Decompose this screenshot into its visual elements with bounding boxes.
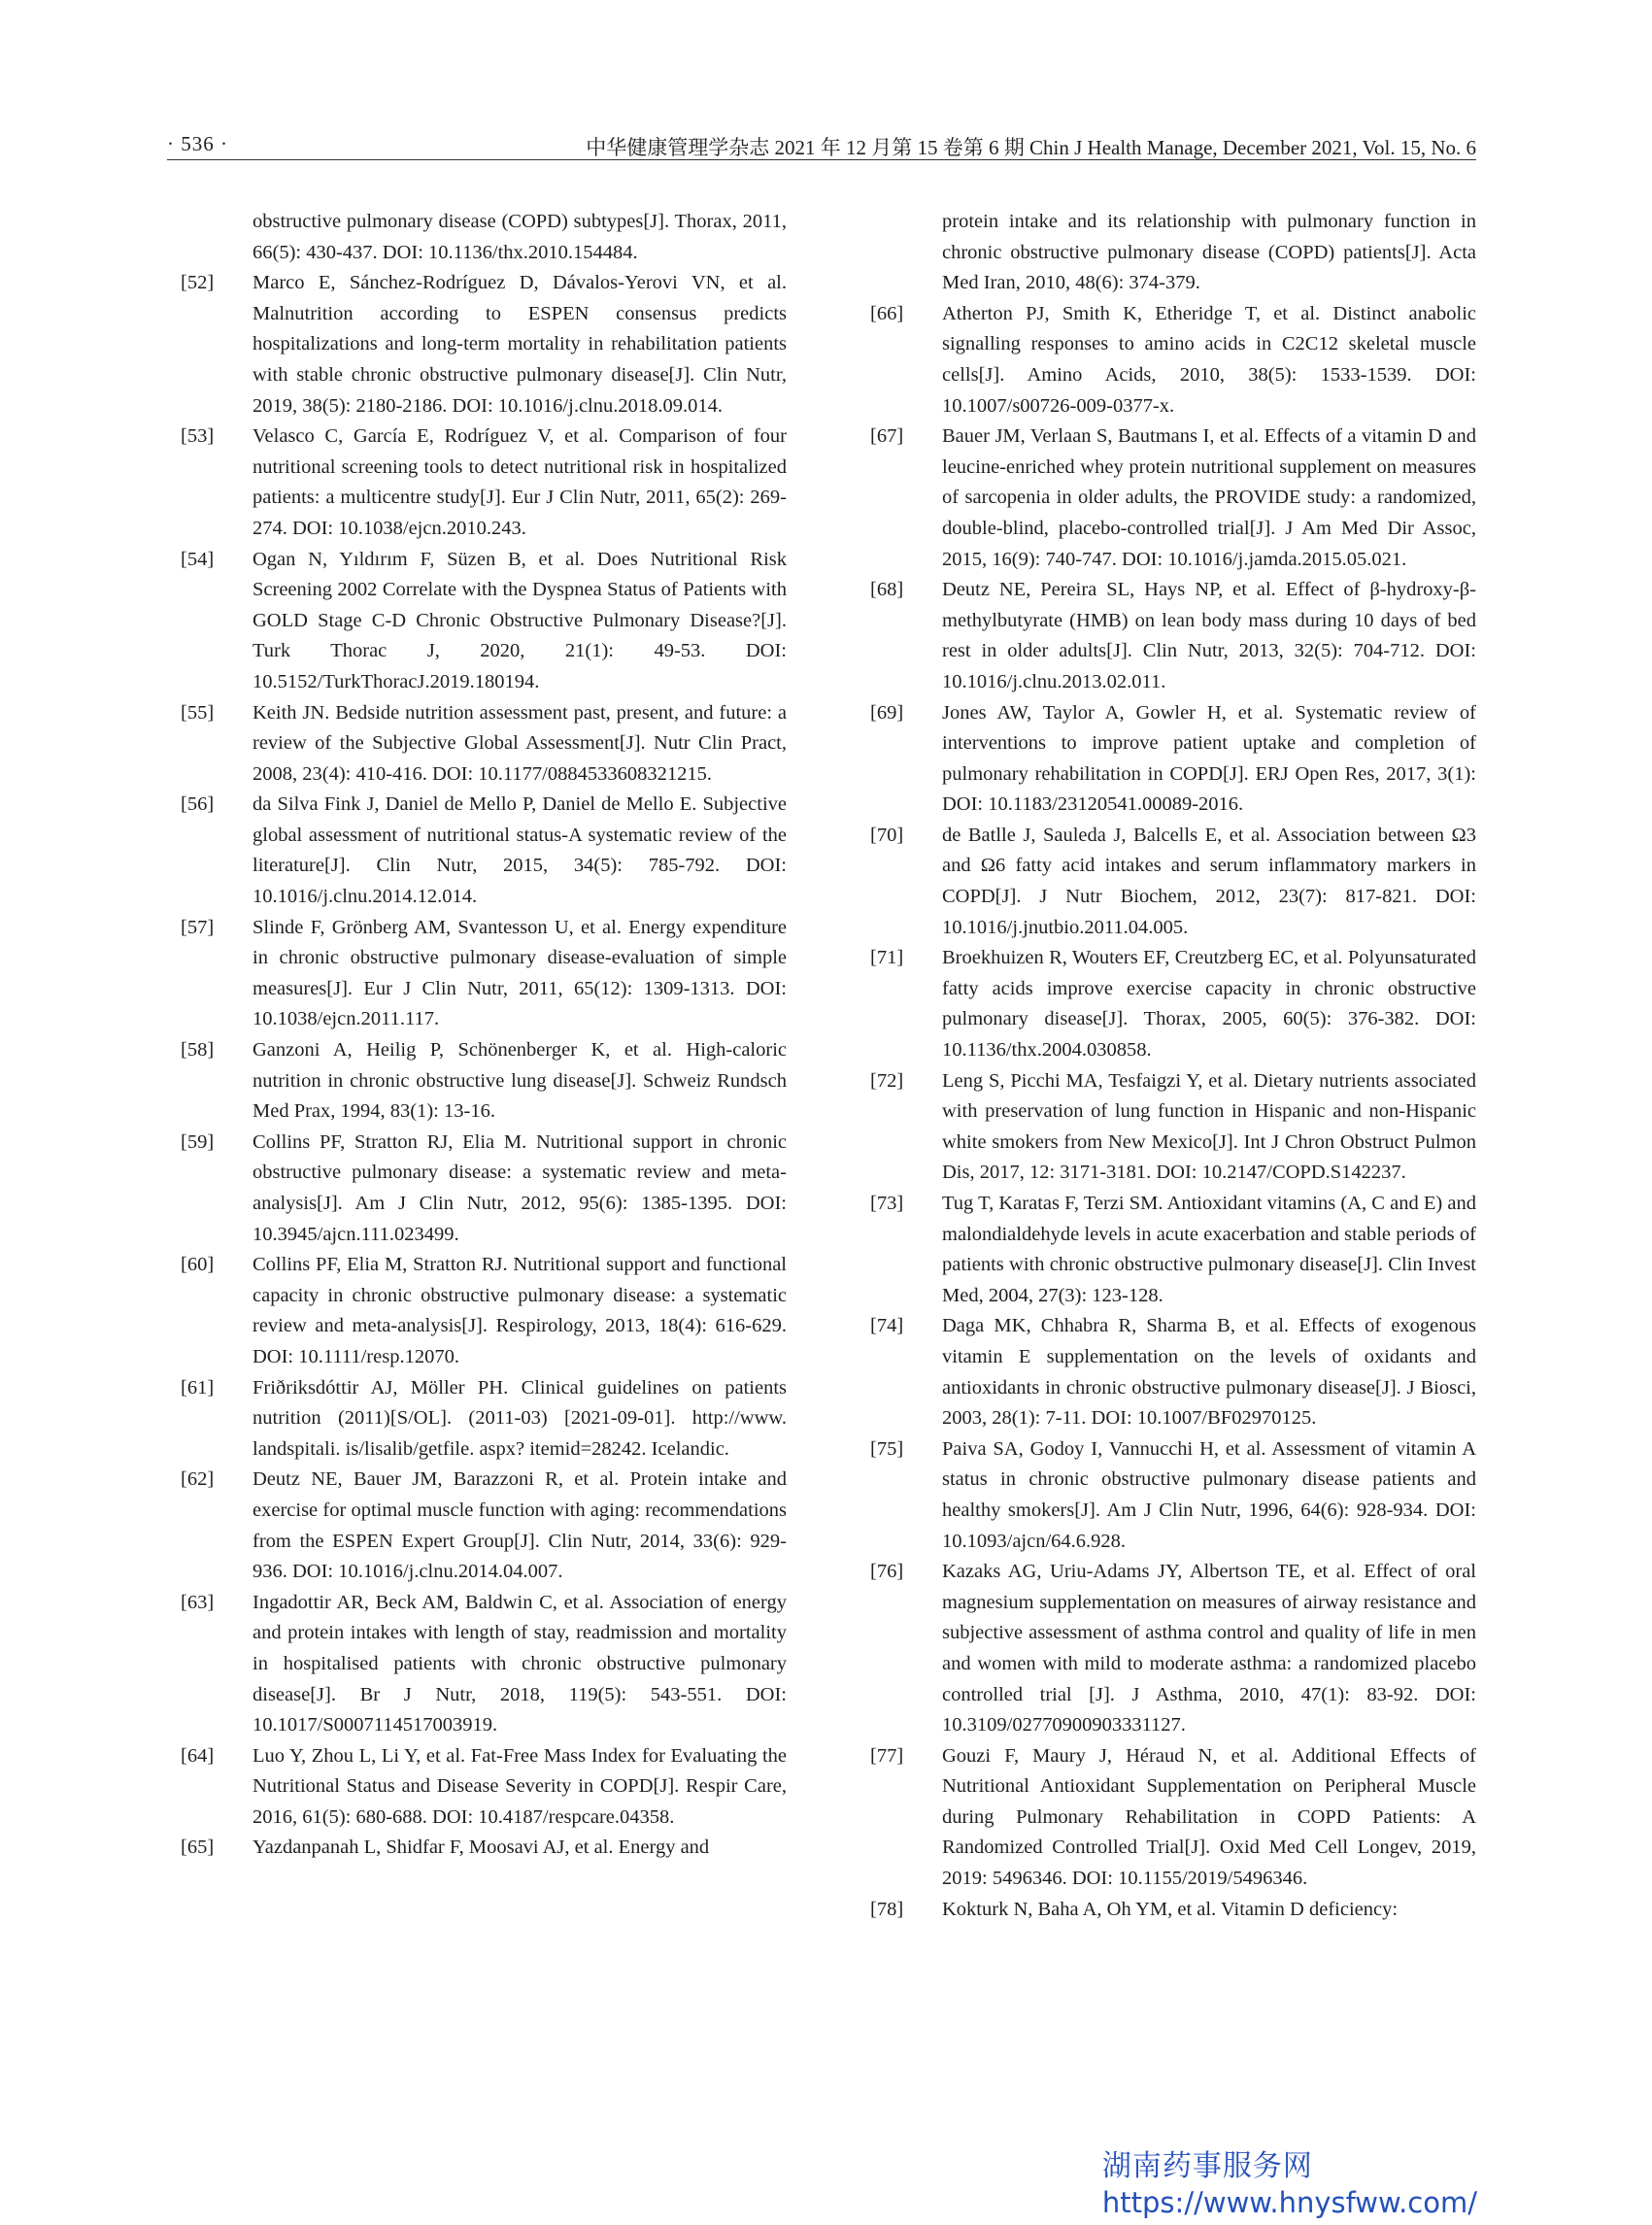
reference-number: [65] bbox=[181, 1837, 215, 1859]
reference-text: Ogan N, Yıldırım F, Süzen B, et al. Does Nutritional Risk Screening 2002 Correlate with the Dyspnea Status of Patients with GOLD Stage C-D Chronic Obstructive Pulmonary Disease?[J]. Turk Thorac J, 2020, 21(1): 49-53. DOI: 10.5152/TurkThoracJ.2019.180194. bbox=[253, 548, 787, 692]
reference-text: de Batlle J, Sauleda J, Balcells E, et al. Association between Ω3 and Ω6 fatty acid intakes and serum inflammatory markers in COPD[J]. J Nutr Biochem, 2012, 23(7): 817-821. DOI: 10.1016/j.jnutbio.2011.04.005. bbox=[942, 824, 1476, 938]
reference-number: [75] bbox=[870, 1437, 904, 1460]
reference-entry bbox=[181, 1833, 787, 1864]
reference-number: [62] bbox=[181, 1468, 215, 1491]
reference-entry bbox=[870, 1557, 1476, 1741]
reference-text: Paiva SA, Godoy I, Vannucchi H, et al. Assessment of vitamin A status in chronic obstructive pulmonary disease patients and healthy smokers[J]. Am J Clin Nutr, 1996, 64(6): 928-934. DOI: 10.1093/ajcn/64.6.928. bbox=[942, 1437, 1476, 1552]
reference-number: [74] bbox=[870, 1315, 904, 1337]
reference-number: [64] bbox=[181, 1744, 215, 1767]
reference-text: Bauer JM, Verlaan S, Bautmans I, et al. Effects of a vitamin D and leucine-enriched whey protein nutritional supplement on measures of sarcopenia in older adults, the PROVIDE study: a randomized, double-blind, placebo-controlled trial[J]. J Am Med Dir Assoc, 2015, 16(9): 740-747. DOI: 10.1016/j.jamda.2015.05.021. bbox=[942, 425, 1476, 570]
reference-text: Collins PF, Stratton RJ, Elia M. Nutritional support in chronic obstructive pulmonary disease: a systematic review and meta-analysis[J]. Am J Clin Nutr, 2012, 95(6): 1385-1395. DOI: 10.3945/ajcn.111.023499. bbox=[253, 1130, 787, 1245]
reference-number: [76] bbox=[870, 1561, 904, 1583]
reference-entry bbox=[870, 421, 1476, 575]
reference-number: [71] bbox=[870, 947, 904, 969]
reference-column-right bbox=[870, 207, 1476, 1925]
watermark-url: https://www.hnysfww.com/ bbox=[1101, 2186, 1477, 2219]
reference-text: Gouzi F, Maury J, Héraud N, et al. Additional Effects of Nutritional Antioxidant Supplementation on Peripheral Muscle during Pulmonary Rehabilitation in COPD Patients: A Randomized Controlled Trial[J]. Oxid Med Cell Longev, 2019, 2019: 5496346. DOI: 10.1155/2019/5496346. bbox=[942, 1744, 1476, 1890]
reference-text: Marco E, Sánchez-Rodríguez D, Dávalos-Yerovi VN, et al. Malnutrition according to ESPEN consensus predicts hospitalizations and long-term mortality in rehabilitation patients with stable chronic obstructive pulmonary disease[J]. Clin Nutr, 2019, 38(5): 2180-2186. DOI: 10.1016/j.clnu.2018.09.014. bbox=[253, 272, 787, 417]
reference-entry bbox=[181, 1588, 787, 1741]
reference-entry bbox=[870, 575, 1476, 697]
reference-entry bbox=[181, 790, 787, 912]
reference-entry bbox=[181, 1465, 787, 1587]
reference-number: [58] bbox=[181, 1039, 215, 1062]
reference-text: Slinde F, Grönberg AM, Svantesson U, et al. Energy expenditure in chronic obstructive pulmonary disease-evaluation of simple measures[J]. Eur J Clin Nutr, 2011, 65(12): 1309-1313. DOI: 10.1038/ejcn.2011.117. bbox=[253, 916, 787, 1030]
reference-entry bbox=[181, 268, 787, 421]
reference-number: [61] bbox=[181, 1376, 215, 1399]
reference-text: Ganzoni A, Heilig P, Schönenberger K, et al. High-caloric nutrition in chronic obstructive lung disease[J]. Schweiz Rundsch Med Prax, 1994, 83(1): 13-16. bbox=[253, 1039, 787, 1123]
watermark bbox=[1102, 2148, 1477, 2220]
reference-number: [53] bbox=[181, 425, 215, 448]
reference-number: [54] bbox=[181, 548, 215, 570]
reference-entry bbox=[870, 1189, 1476, 1311]
reference-number: [52] bbox=[181, 272, 215, 294]
reference-text: Atherton PJ, Smith K, Etheridge T, et al. Distinct anabolic signalling responses to amino acids in C2C12 skeletal muscle cells[J]. Amino Acids, 2010, 38(5): 1533-1539. DOI: 10.1007/s00726-009-0377-x. bbox=[942, 302, 1476, 417]
reference-column-left bbox=[181, 207, 787, 1864]
running-header bbox=[167, 126, 1476, 160]
reference-entry bbox=[870, 207, 1476, 299]
reference-entry bbox=[870, 821, 1476, 943]
reference-text: Friðriksdóttir AJ, Möller PH. Clinical guidelines on patients nutrition (2011)[S/OL]. (2011-03) [2021-09-01]. http://www. landspitali. is/lisalib/getfile. aspx? itemid=28242. Icelandic. bbox=[253, 1376, 787, 1460]
reference-number: [63] bbox=[181, 1591, 215, 1613]
reference-number: [70] bbox=[870, 824, 904, 846]
reference-entry bbox=[181, 1373, 787, 1466]
reference-entry bbox=[870, 1311, 1476, 1433]
reference-text: obstructive pulmonary disease (COPD) subtypes[J]. Thorax, 2011, 66(5): 430-437. DOI: 10.1136/thx.2010.154484. bbox=[253, 211, 787, 263]
reference-text: Leng S, Picchi MA, Tesfaigzi Y, et al. Dietary nutrients associated with preservation of lung function in Hispanic and non-Hispanic white smokers from New Mexico[J]. Int J Chron Obstruct Pulmon Dis, 2017, 12: 3171-3181. DOI: 10.2147/COPD.S142237. bbox=[942, 1069, 1476, 1184]
reference-text: Deutz NE, Bauer JM, Barazzoni R, et al. Protein intake and exercise for optimal muscle function with aging: recommendations from the ESPEN Expert Group[J]. Clin Nutr, 2014, 33(6): 929-936. DOI: 10.1016/j.clnu.2014.04.007. bbox=[253, 1468, 787, 1583]
reference-number: [67] bbox=[870, 425, 904, 448]
reference-text: Yazdanpanah L, Shidfar F, Moosavi AJ, et al. Energy and bbox=[253, 1837, 710, 1859]
reference-entry bbox=[181, 1250, 787, 1372]
reference-entry bbox=[870, 1741, 1476, 1895]
reference-entry bbox=[181, 207, 787, 268]
reference-entry bbox=[870, 698, 1476, 821]
reference-entry bbox=[870, 1895, 1476, 1926]
reference-number: [66] bbox=[870, 302, 904, 324]
reference-number: [72] bbox=[870, 1069, 904, 1092]
reference-entry bbox=[870, 299, 1476, 421]
reference-entry bbox=[870, 1066, 1476, 1189]
reference-entry bbox=[181, 421, 787, 544]
reference-number: [55] bbox=[181, 701, 215, 724]
page-number: · 536 · bbox=[167, 132, 228, 155]
reference-text: Luo Y, Zhou L, Li Y, et al. Fat-Free Mass Index for Evaluating the Nutritional Status and Disease Severity in COPD[J]. Respir Care, 2016, 61(5): 680-688. DOI: 10.4187/respcare.04358. bbox=[253, 1744, 787, 1828]
reference-entry bbox=[181, 1741, 787, 1834]
reference-number: [68] bbox=[870, 579, 904, 601]
reference-text: Tug T, Karatas F, Terzi SM. Antioxidant vitamins (A, C and E) and malondialdehyde levels in acute exacerbation and stable periods of patients with chronic obstructive pulmonary disease[J]. Clin Invest Med, 2004, 27(3): 123-128. bbox=[942, 1193, 1476, 1306]
reference-text: Velasco C, García E, Rodríguez V, et al. Comparison of four nutritional screening tools to detect nutritional risk in hospitalized patients: a multicentre study[J]. Eur J Clin Nutr, 2011, 65(2): 269-274. DOI: 10.1038/ejcn.2010.243. bbox=[253, 425, 787, 539]
reference-entry bbox=[181, 698, 787, 791]
reference-entry bbox=[181, 913, 787, 1035]
reference-number: [57] bbox=[181, 916, 215, 938]
reference-text: Broekhuizen R, Wouters EF, Creutzberg EC, et al. Polyunsaturated fatty acids improve exercise capacity in chronic obstructive pulmonary disease[J]. Thorax, 2005, 60(5): 376-382. DOI: 10.1136/thx.2004.030858. bbox=[942, 947, 1476, 1062]
journal-citation: 中华健康管理学杂志 2021 年 12 月第 15 卷第 6 期 Chin J Health Manage, December 2021, Vol. 15, No. 6 bbox=[586, 136, 1476, 159]
reference-text: Kazaks AG, Uriu-Adams JY, Albertson TE, et al. Effect of oral magnesium supplementation on measures of airway resistance and subjective assessment of asthma control and quality of life in men and women with mild to moderate asthma: a randomized placebo controlled trial [J]. J Asthma, 2010, 47(1): 83-92. DOI: 10.3109/02770900903331127. bbox=[942, 1561, 1476, 1736]
watermark-site-name: 湖南药事服务网 bbox=[1101, 2149, 1313, 2183]
reference-text: Kokturk N, Baha A, Oh YM, et al. Vitamin D deficiency: bbox=[942, 1898, 1399, 1920]
reference-text: Ingadottir AR, Beck AM, Baldwin C, et al. Association of energy and protein intakes with length of stay, readmission and mortality in hospitalised patients with chronic obstructive pulmonary disease[J]. Br J Nutr, 2018, 119(5): 543-551. DOI: 10.1017/S0007114517003919. bbox=[253, 1591, 787, 1736]
reference-entry bbox=[181, 1128, 787, 1250]
reference-text: Collins PF, Elia M, Stratton RJ. Nutritional support and functional capacity in chronic obstructive pulmonary disease: a systematic review and meta-analysis[J]. Respirology, 2013, 18(4): 616-629. DOI: 10.1111/resp.12070. bbox=[253, 1254, 787, 1367]
reference-number: [59] bbox=[181, 1130, 215, 1153]
reference-entry bbox=[870, 1434, 1476, 1557]
reference-text: Deutz NE, Pereira SL, Hays NP, et al. Effect of β-hydroxy-β-methylbutyrate (HMB) on lean body mass during 10 days of bed rest in older adults[J]. Clin Nutr, 2013, 32(5): 704-712. DOI: 10.1016/j.clnu.2013.02.011. bbox=[942, 579, 1476, 692]
reference-number: [78] bbox=[870, 1898, 904, 1920]
reference-text: da Silva Fink J, Daniel de Mello P, Daniel de Mello E. Subjective global assessment of nutritional status-A systematic review of the literature[J]. Clin Nutr, 2015, 34(5): 785-792. DOI: 10.1016/j.clnu.2014.12.014. bbox=[253, 793, 787, 908]
reference-entry bbox=[870, 943, 1476, 1065]
reference-text: Jones AW, Taylor A, Gowler H, et al. Systematic review of interventions to improve patient uptake and completion of pulmonary rehabilitation in COPD[J]. ERJ Open Res, 2017, 3(1): DOI: 10.1183/23120541.00089-2016. bbox=[942, 701, 1476, 816]
reference-text: Keith JN. Bedside nutrition assessment past, present, and future: a review of the Subjective Global Assessment[J]. Nutr Clin Pract, 2008, 23(4): 410-416. DOI: 10.1177/0884533608321215. bbox=[253, 701, 787, 785]
reference-number: [73] bbox=[870, 1193, 904, 1214]
reference-entry bbox=[181, 1035, 787, 1128]
reference-text: protein intake and its relationship with pulmonary function in chronic obstructive pulmonary disease (COPD) patients[J]. Acta Med Iran, 2010, 48(6): 374-379. bbox=[942, 211, 1476, 294]
reference-number: [56] bbox=[181, 793, 215, 816]
reference-number: [60] bbox=[181, 1254, 215, 1276]
reference-entry bbox=[181, 545, 787, 698]
reference-number: [69] bbox=[870, 701, 904, 724]
reference-number: [77] bbox=[870, 1744, 904, 1767]
reference-text: Daga MK, Chhabra R, Sharma B, et al. Effects of exogenous vitamin E supplementation on the levels of oxidants and antioxidants in chronic obstructive pulmonary disease[J]. J Biosci, 2003, 28(1): 7-11. DOI: 10.1007/BF02970125. bbox=[942, 1315, 1476, 1430]
